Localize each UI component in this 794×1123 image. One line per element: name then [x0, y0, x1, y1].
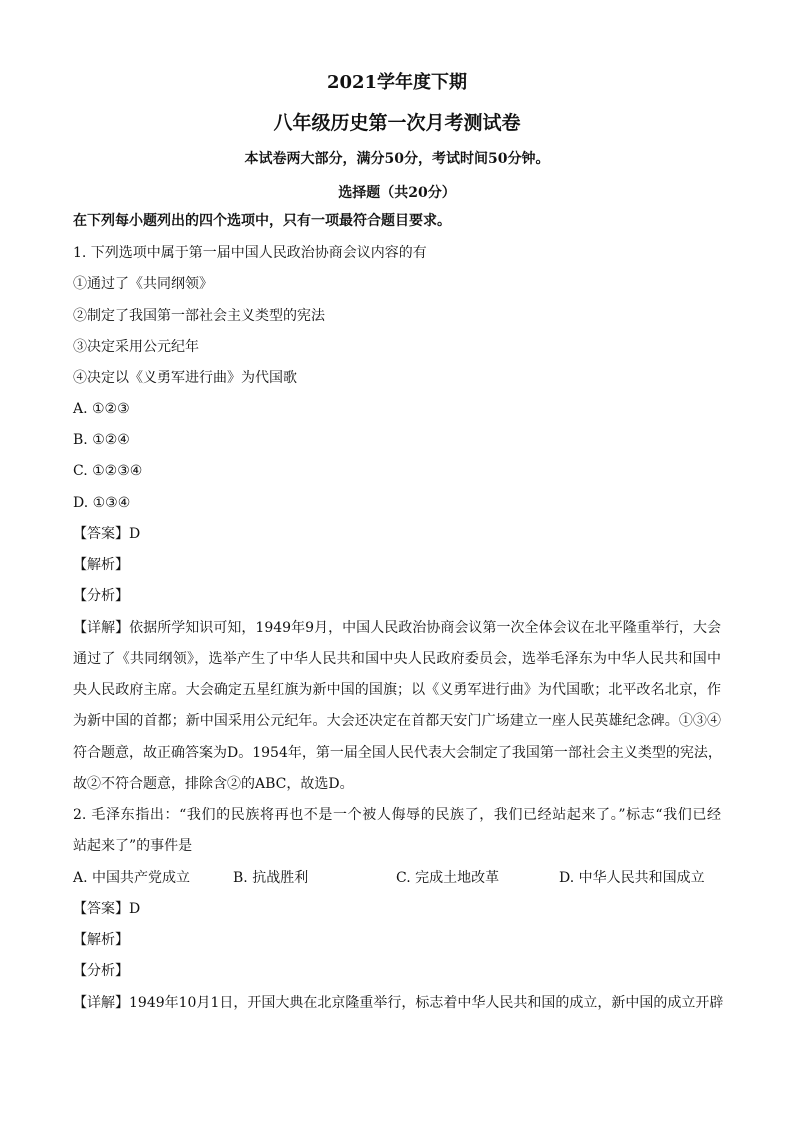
q1-item-2: ②制定了我国第一部社会主义类型的宪法	[73, 308, 325, 324]
q2-option-b: B. 抗战胜利	[233, 870, 309, 886]
q1-analysis-label: 【解析】	[73, 557, 129, 573]
q1-detail-line: 符合题意，故正确答案为D。1954年，第一届全国人民代表大会制定了我国第一部社会主义类型的宪法，	[73, 745, 722, 761]
q2-answer: 【答案】D	[73, 901, 141, 917]
q1-option-b: B. ①②④	[73, 432, 130, 448]
q1-option-a: A. ①②③	[73, 401, 130, 417]
q2-fenxi-label: 【分析】	[73, 963, 129, 979]
section-title: 选择题（共20分）	[338, 185, 456, 201]
q1-stem: 1. 下列选项中属于第一届中国人民政治协商会议内容的有	[73, 245, 427, 261]
q2-option-a: A. 中国共产党成立	[73, 870, 191, 886]
q2-stem-cont: 站起来了”的事件是	[73, 838, 193, 854]
q1-detail-line: 央人民政府主席。大会确定五星红旗为新中国的国旗；以《义勇军进行曲》为代国歌；北平改名北京，作	[73, 682, 721, 698]
q1-detail-line: 【详解】依据所学知识可知，1949年9月，中国人民政治协商会议第一次全体会议在北平隆重举行，大会	[73, 620, 721, 636]
q1-option-c: C. ①②③④	[73, 463, 143, 479]
q2-option-d: D. 中华人民共和国成立	[559, 870, 705, 886]
q1-detail-line: 故②不符合题意，排除含②的ABC，故选D。	[73, 776, 354, 792]
q1-item-1: ①通过了《共同纲领》	[73, 276, 213, 292]
q2-option-c: C. 完成土地改革	[396, 870, 500, 886]
exam-title-year: 2021学年度下期	[326, 72, 468, 93]
q1-answer: 【答案】D	[73, 526, 141, 542]
q1-detail-line: 为新中国的首都；新中国采用公元纪年。大会还决定在首都天安门广场建立一座人民英雄纪念碑。①③④	[73, 713, 721, 729]
section-instruction: 在下列每小题列出的四个选项中，只有一项最符合题目要求。	[73, 213, 451, 229]
exam-title: 八年级历史第一次月考测试卷	[273, 112, 521, 134]
q1-item-3: ③决定采用公元纪年	[73, 339, 199, 355]
q1-item-4: ④决定以《义勇军进行曲》为代国歌	[73, 370, 297, 386]
q2-stem: 2. 毛泽东指出：“我们的民族将再也不是一个被人侮辱的民族了，我们已经站起来了。”标志“我们已经	[73, 807, 721, 823]
q1-option-d: D. ①③④	[73, 495, 131, 511]
q1-detail-line: 通过了《共同纲领》，选举产生了中华人民共和国中央人民政府委员会，选举毛泽东为中华人民共和国中	[73, 651, 721, 667]
q1-fenxi-label: 【分析】	[73, 588, 129, 604]
q2-analysis-label: 【解析】	[73, 932, 129, 948]
exam-info: 本试卷两大部分，满分50分，考试时间50分钟。	[244, 151, 550, 167]
q2-detail-line: 【详解】1949年10月1日，开国大典在北京隆重举行，标志着中华人民共和国的成立，新中国的成立开辟	[73, 995, 724, 1011]
